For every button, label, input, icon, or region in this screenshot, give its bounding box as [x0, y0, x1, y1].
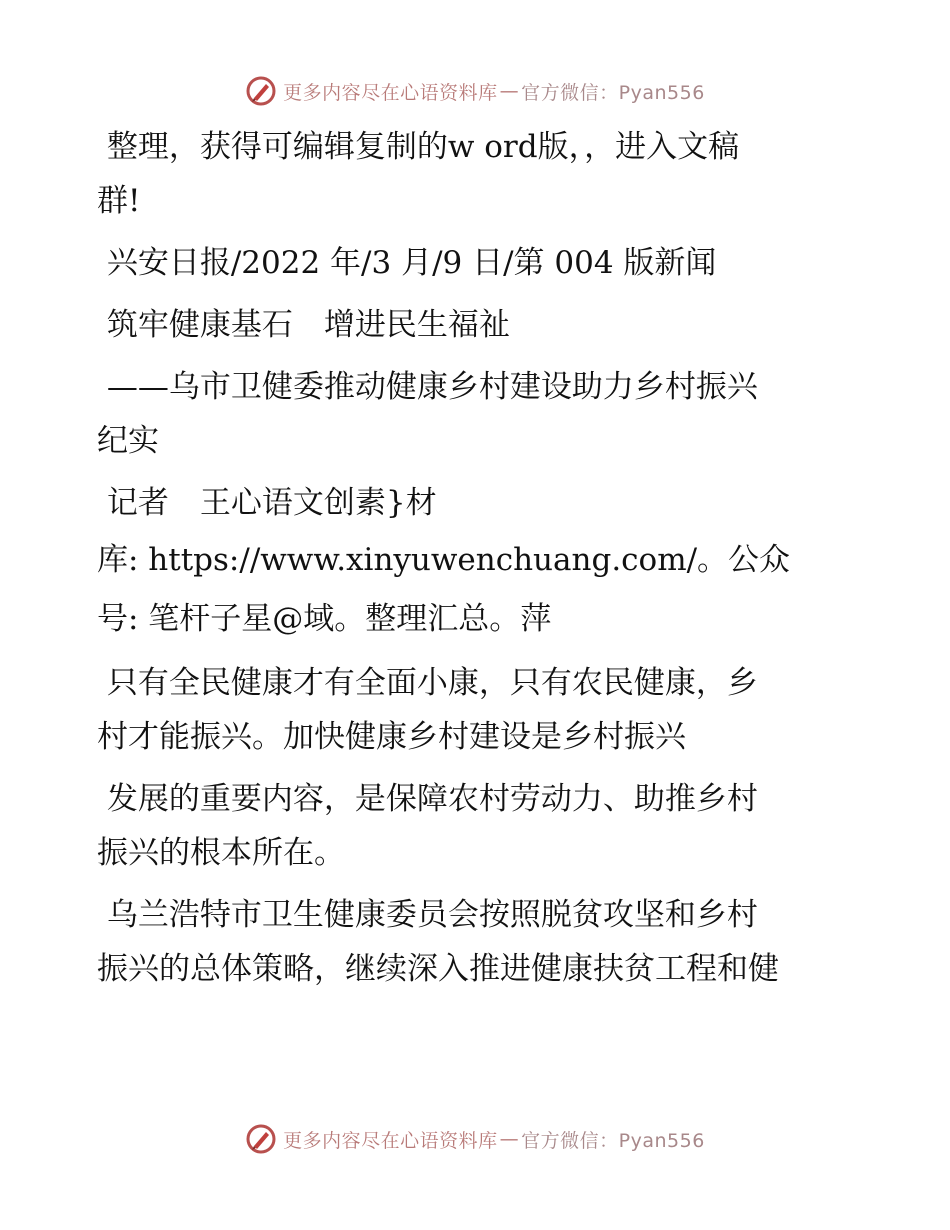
text-line: 库: https://www.xinyuwenchuang.com/。公众 — [97, 542, 791, 578]
article-subtitle-cont: 纪实 — [97, 423, 159, 459]
banner-separator: — — [499, 80, 520, 102]
document-body — [97, 120, 857, 996]
banner-main-text: 更多内容尽在心语资料库 — [283, 1129, 498, 1152]
article-title: 筑牢健康基石 增进民生福祉 — [97, 307, 510, 343]
banner-separator: — — [499, 1128, 520, 1150]
paragraph-line: 乌兰浩特市卫生健康委员会按照脱贫攻坚和乡村 — [97, 897, 758, 933]
paragraph-line: 振兴的总体策略，继续深入推进健康扶贫工程和健 — [97, 951, 779, 987]
text-line: 群! — [97, 183, 141, 219]
text-line: 号: 笔杆子星@域。整理汇总。萍 — [97, 601, 552, 637]
source-line: 兴安日报/2022 年/3 月/9 日/第 004 版新闻 — [97, 245, 717, 281]
paragraph-line: 村才能振兴。加快健康乡村建设是乡村振兴 — [97, 719, 686, 755]
byline: 记者 王心语文创素}材 — [97, 485, 437, 521]
banner-main-text: 更多内容尽在心语资料库 — [283, 81, 498, 104]
text-line: 整理，获得可编辑复制的w ord版，，进入文稿 — [97, 129, 740, 165]
paragraph-line: 只有全民健康才有全面小康，只有农民健康，乡 — [97, 665, 758, 701]
pen-logo-icon — [245, 1123, 277, 1155]
article-subtitle: ——乌市卫健委推动健康乡村建设助力乡村振兴 — [97, 369, 758, 405]
header-banner — [0, 71, 950, 111]
banner-wechat-text: 官方微信：Pyan556 — [521, 81, 705, 104]
paragraph-line: 振兴的根本所在。 — [97, 835, 345, 871]
pen-logo-icon — [245, 75, 277, 107]
paragraph-line: 发展的重要内容，是保障农村劳动力、助推乡村 — [97, 781, 758, 817]
banner-wechat-text: 官方微信：Pyan556 — [521, 1129, 705, 1152]
footer-banner — [0, 1119, 950, 1159]
